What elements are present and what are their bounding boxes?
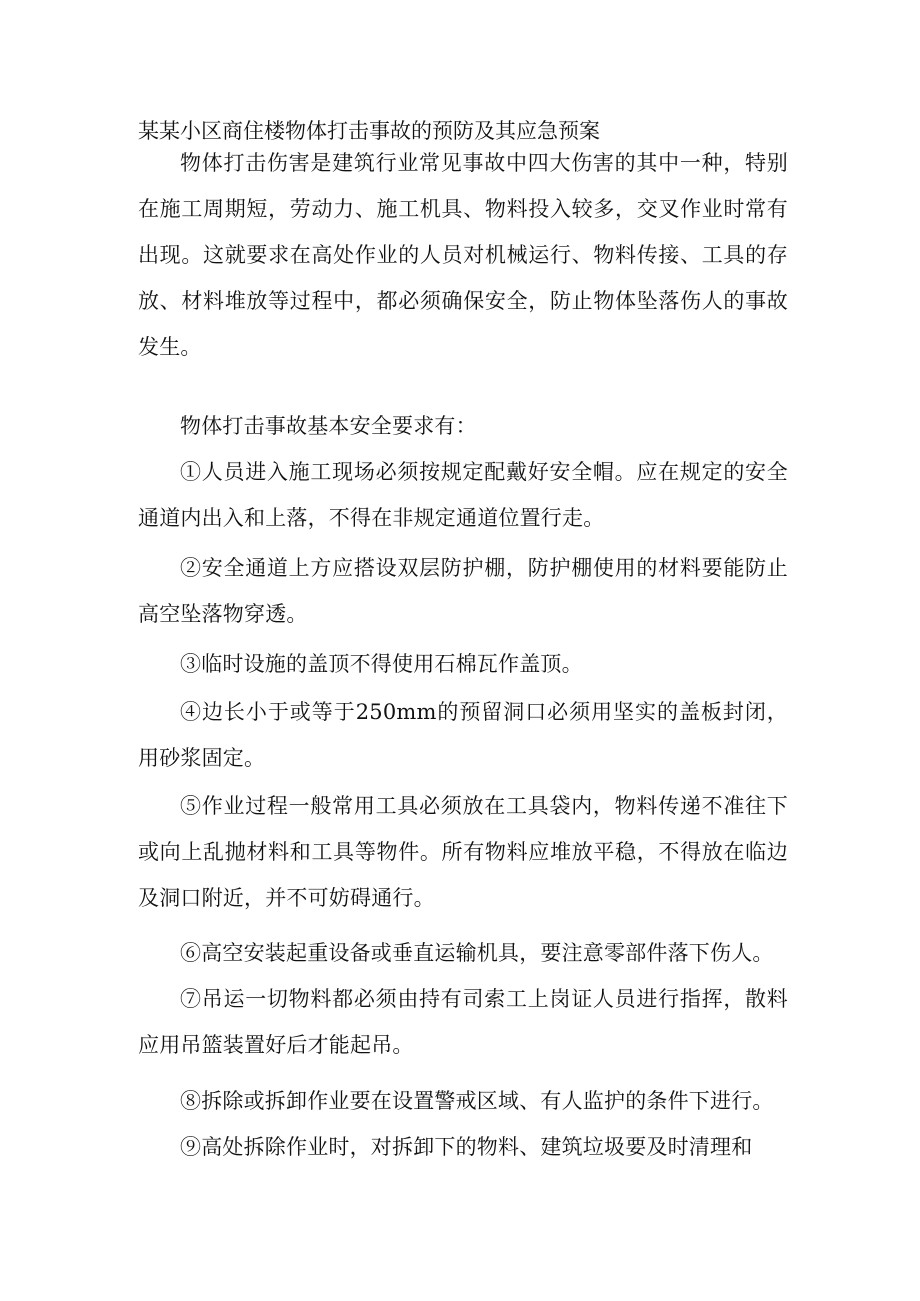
paragraph-intro: 物体打击伤害是建筑行业常见事故中四大伤害的其中一种，特别在施工周期短，劳动力、施工机具、物料投入较多，交叉作业时常有出现。这就要求在高处作业的人员对机械运行、物料传接、工具的存放、材料堆放等过程中，都必须确保安全，防止物体坠落伤人的事故发生。 [138, 151, 788, 359]
paragraph-item-9: ⑨高处拆除作业时，对拆卸下的物料、建筑垃圾要及时清理和 [180, 1135, 753, 1159]
paragraph-item-4: ④边长小于或等于250mm的预留洞口必须用坚实的盖板封闭，用砂浆固定。 [138, 700, 788, 770]
paragraph-item-1: ①人员进入施工现场必须按规定配戴好安全帽。应在规定的安全通道内出入和上落，不得在非规定通道位置行走。 [138, 460, 788, 530]
paragraph-item-8: ⑧拆除或拆卸作业要在设置警戒区域、有人监护的条件下进行。 [180, 1089, 774, 1113]
document-title: 某某小区商住楼物体打击事故的预防及其应急预案 [138, 119, 600, 143]
paragraph-item-6: ⑥高空安装起重设备或垂直运输机具，要注意零部件落下伤人。 [180, 941, 774, 965]
paragraph-requirements-heading: 物体打击事故基本安全要求有： [180, 414, 477, 438]
paragraph-item-5: ⑤作业过程一般常用工具必须放在工具袋内，物料传递不准往下或向上乱抛材料和工具等物件。所有物料应堆放平稳，不得放在临边及洞口附近，并不可妨碍通行。 [138, 794, 788, 910]
paragraph-item-7: ⑦吊运一切物料都必须由持有司索工上岗证人员进行指挥，散料应用吊篮装置好后才能起吊。 [138, 987, 788, 1057]
paragraph-item-2: ②安全通道上方应搭设双层防护棚，防护棚使用的材料要能防止高空坠落物穿透。 [138, 556, 788, 626]
paragraph-item-3: ③临时设施的盖顶不得使用石棉瓦作盖顶。 [180, 652, 583, 676]
